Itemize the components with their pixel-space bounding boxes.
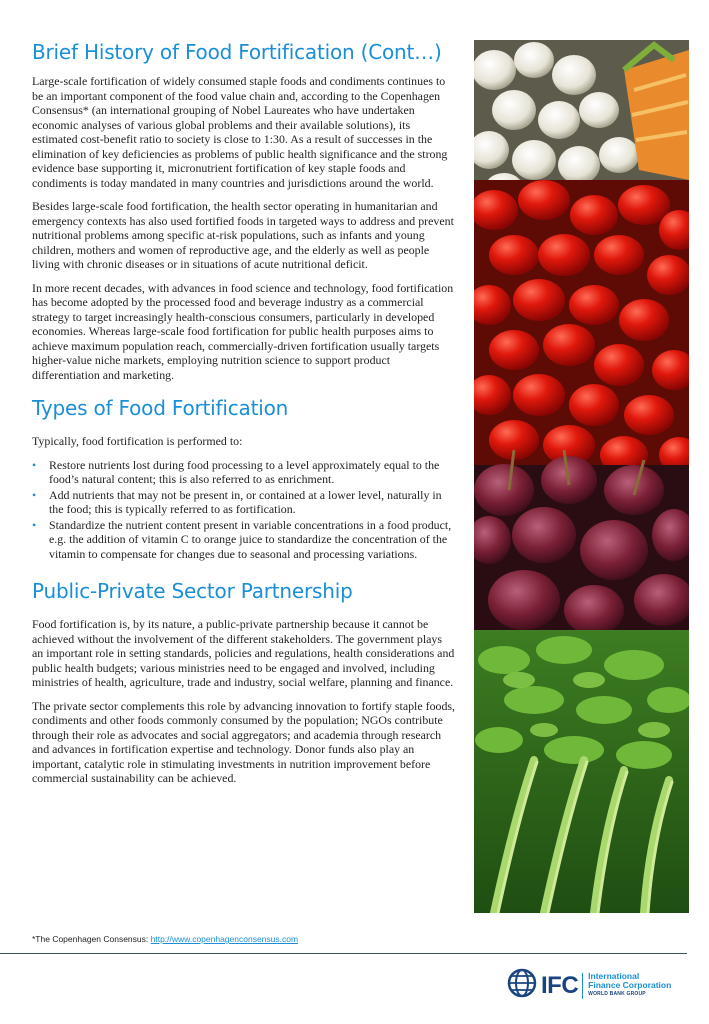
- logo-wordmark: International Finance Corporation WORLD BANK GROUP: [588, 971, 672, 997]
- logo-divider: [582, 973, 583, 999]
- vegetables-photo: [474, 40, 689, 913]
- footnote-link[interactable]: http://www.copenhagenconsensus.com: [150, 934, 299, 944]
- footnote-label: *The Copenhagen Consensus:: [32, 934, 151, 944]
- logo-acronym: IFC: [541, 971, 579, 999]
- bullet-icon: •: [32, 487, 37, 502]
- bullet-icon: •: [32, 457, 37, 472]
- partnership-paragraph-1: Food fortification is, by its nature, a public-private partnership because it cannot be achieved without the involvement of the different stakeholders. The government plays an important role in setting standards, policies and regulations, health considerations and public health budgets; various ministries need to be engaged and involved, including ministries of health, agriculture, trade and industry, social welfare, planning and finance.: [32, 617, 455, 689]
- section-title-history: Brief History of Food Fortification (Cont…): [32, 40, 442, 64]
- section-title-partnership: Public-Private Sector Partnership: [32, 579, 353, 603]
- types-intro: Typically, food fortification is performed to:: [32, 434, 243, 448]
- main-text-column: [32, 40, 456, 795]
- footer-divider: [0, 953, 687, 954]
- bullet-icon: •: [32, 517, 37, 532]
- history-paragraph-2: Besides large-scale food fortification, the health sector operating in humanitarian and emergency contexts has also used fortified foods in targeted ways to address and prevent nutritional problems among specific at-risk populations, such as infants and young children, mothers and women of reproductive age, and the elderly as well as people living with chronic diseases or in situations of acute nutritional deficit.: [32, 199, 454, 271]
- history-paragraph-3: In more recent decades, with advances in food science and technology, food fortification has become adopted by the processed food and beverage industry as a commercial strategy to target increasingly health-conscious consumers, particularly in developed economies. Whereas large-scale food fortification for public health purposes aims to achieve maximum population reach, commercially-driven fortification usually targets higher-value niche markets, employing nutrition science to support product differentiation and marketing.: [32, 280, 454, 382]
- list-item: • Add nutrients that may not be present in, or contained at a lower level, naturally in the food; this is typically referred to as fortification.: [32, 487, 442, 516]
- section-title-types: Types of Food Fortification: [32, 396, 289, 420]
- partnership-paragraph-2: The private sector complements this role by advancing innovation to fortify staple foods, condiments and other foods commonly consumed by the population; NGOs contribute through their role as advocates and social aggregators; and academia through research and advances in fortification expertise and technology. Donor funds also play an important, catalytic role in stimulating investments in nutrition improvement before commercial sustainability can be achieved.: [32, 698, 455, 785]
- list-item: • Restore nutrients lost during food processing to a level approximately equal to the food’s natural content; this is also referred to as enrichment.: [32, 457, 440, 486]
- types-list: [32, 458, 456, 562]
- globe-icon: [507, 968, 537, 1003]
- list-item: • Standardize the nutrient content present in variable concentrations in a food product, e.g. the addition of vitamin C to orange juice to standardize the concentration of the vitamin to compensate for changes due to seasonal and processing variations.: [32, 517, 452, 561]
- history-paragraph-1: Large-scale fortification of widely consumed staple foods and condiments continues to be an important component of the food value chain and, according to the Copenhagen Consensus* (an international grouping of Nobel Laureates who have undertaken economic analyses of various global problems and their available solutions), its estimated cost-benefit ratio to society is close to 1:30. As a result of successes in the elimination of key deficiencies as problems of public health significance and the strong evidence base supporting it, micronutrient fortification of key staple foods and condiments is today mandated in many countries and jurisdictions around the world.: [32, 74, 448, 190]
- ifc-logo: [507, 968, 671, 1003]
- footnote: [32, 934, 298, 944]
